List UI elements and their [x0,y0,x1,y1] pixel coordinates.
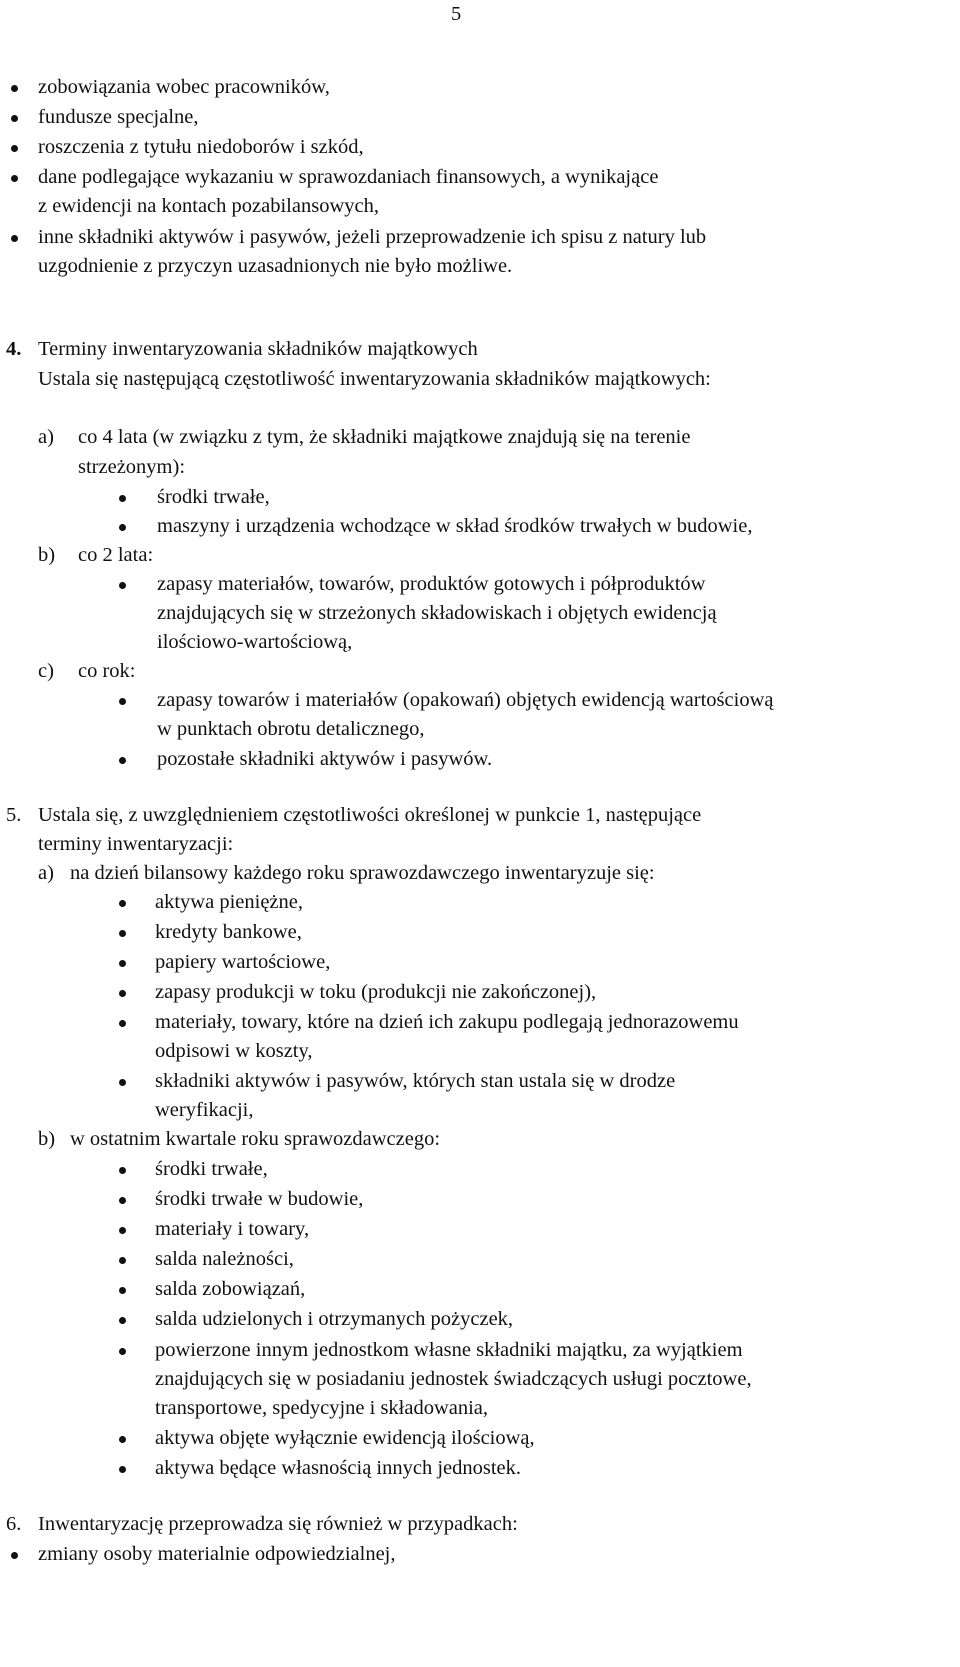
list-item: środki trwałe, [155,1155,268,1184]
list-item-continuation: transportowe, spedycyjne i składowania, [155,1397,489,1419]
list-item: środki trwałe w budowie, [155,1185,363,1214]
list-item: materiały, towary, które na dzień ich zakupu podlegają jednorazowemu [155,1008,739,1037]
item-label-a: a) [38,862,54,884]
list-item: salda zobowiązań, [155,1275,305,1304]
section-intro: Ustala się następującą częstotliwość inwentaryzowania składników majątkowych: [38,368,711,390]
section-number: 6. [6,1513,22,1535]
list-item: zapasy materiałów, towarów, produktów gotowych i półproduktów [157,570,705,599]
item-label-b: b) [38,1128,56,1150]
list-item: zobowiązania wobec pracowników, [38,73,330,102]
section-title: Terminy inwentaryzowania składników majątkowych [38,338,478,360]
list-item: papiery wartościowe, [155,948,330,977]
list-item: powierzone innym jednostkom własne składniki majątku, za wyjątkiem [155,1336,743,1365]
list-item: zapasy produkcji w toku (produkcji nie zakończonej), [155,978,596,1007]
section-text: Ustala się, z uwzględnieniem częstotliwości określonej w punkcie 1, następujące [38,804,702,826]
list-item: pozostałe składniki aktywów i pasywów. [157,745,492,774]
item-label-b: b) [38,544,56,566]
page-number: 5 [451,3,462,25]
list-item: aktywa pieniężne, [155,888,303,917]
list-item: dane podlegające wykazaniu w sprawozdaniach finansowych, a wynikające [38,163,658,192]
list-item: składniki aktywów i pasywów, których stan ustala się w drodze [155,1067,675,1096]
list-item: aktywa będące własnością innych jednostek. [155,1454,521,1483]
list-item: maszyny i urządzenia wchodzące w skład środków trwałych w budowie, [157,512,752,541]
item-label-a: a) [38,426,54,448]
item-text-b: co 2 lata: [78,544,154,566]
item-text-b: w ostatnim kwartale roku sprawozdawczego: [70,1128,441,1150]
list-item: zmiany osoby materialnie odpowiedzialnej, [38,1540,396,1569]
item-label-c: c) [38,660,54,682]
list-item-continuation: uzgodnienie z przyczyn uzasadnionych nie było możliwe. [38,255,513,277]
list-item: roszczenia z tytułu niedoborów i szkód, [38,133,364,162]
list-item: salda należności, [155,1245,294,1274]
list-item-continuation: ilościowo-wartościową, [157,631,353,653]
list-item: środki trwałe, [157,483,270,512]
list-item-continuation: w punktach obrotu detalicznego, [157,718,425,740]
section-text-continuation: terminy inwentaryzacji: [38,833,234,855]
item-text-a: na dzień bilansowy każdego roku sprawozdawczego inwentaryzuje się: [70,862,655,884]
list-item: kredyty bankowe, [155,918,302,947]
list-item-continuation: weryfikacji, [155,1099,254,1121]
list-item: zapasy towarów i materiałów (opakowań) objętych ewidencją wartościową [157,686,773,715]
item-text-a: co 4 lata (w związku z tym, że składniki majątkowe znajdują się na terenie [78,426,691,448]
list-item-continuation: z ewidencji na kontach pozabilansowych, [38,195,379,217]
list-item: fundusze specjalne, [38,103,199,132]
item-text-a-continuation: strzeżonym): [78,456,186,478]
item-text-c: co rok: [78,660,136,682]
list-item: salda udzielonych i otrzymanych pożyczek, [155,1305,513,1334]
section-number: 4. [6,338,22,360]
list-item-continuation: znajdujących się w posiadaniu jednostek świadczących usługi pocztowe, [155,1368,752,1390]
list-item: inne składniki aktywów i pasywów, jeżeli przeprowadzenie ich spisu z natury lub [38,223,706,252]
section-number: 5. [6,804,22,826]
list-item-continuation: znajdujących się w strzeżonych składowiskach i objętych ewidencją [157,602,717,624]
list-item: aktywa objęte wyłącznie ewidencją ilościową, [155,1424,535,1453]
list-item-continuation: odpisowi w koszty, [155,1040,313,1062]
section-text: Inwentaryzację przeprowadza się również w przypadkach: [38,1513,518,1535]
list-item: materiały i towary, [155,1215,309,1244]
